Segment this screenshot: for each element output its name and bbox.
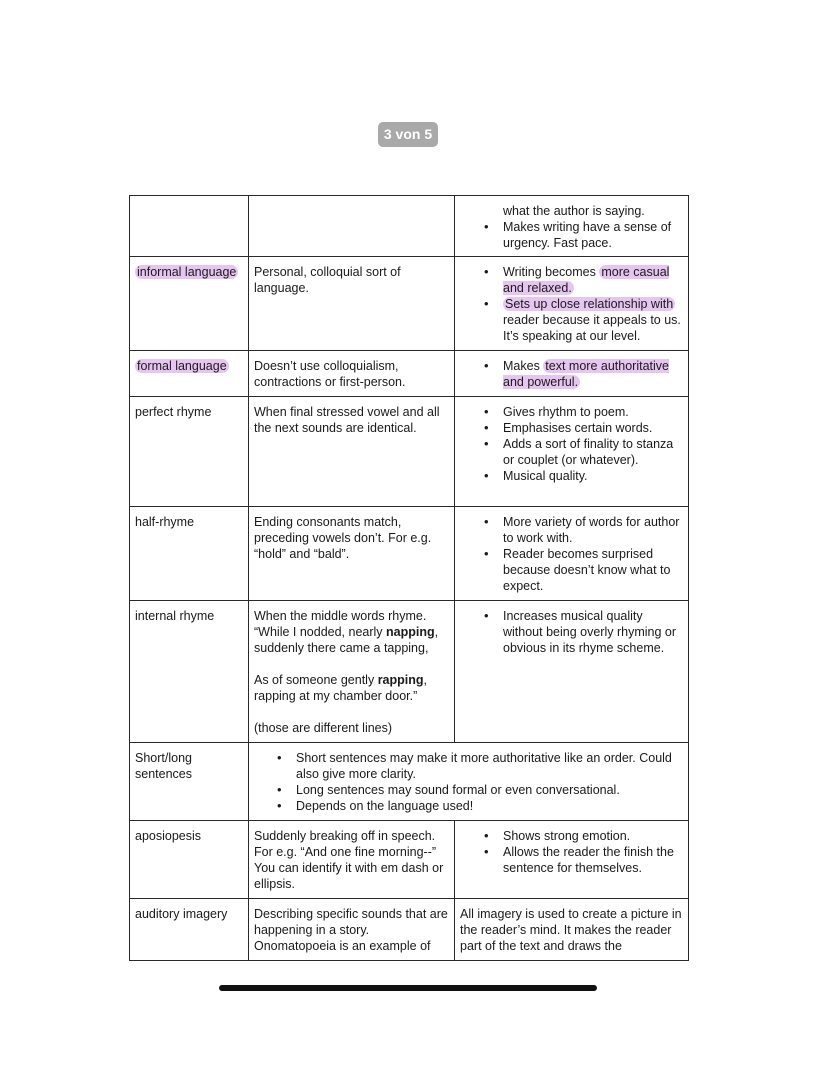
effects-cell — [455, 257, 689, 351]
list-item: • Increases musical quality without being overly rhyming or obvious in its rhyme scheme. — [460, 608, 683, 656]
list-item: • Reader becomes surprised because doesn’t know what to expect. — [460, 546, 683, 594]
term-cell: Short/long sentences — [130, 743, 249, 821]
list-item: • Gives rhythm to poem. — [460, 404, 683, 420]
list-item — [460, 358, 683, 390]
term-cell: internal rhyme — [130, 601, 249, 743]
highlighted-text: more casual and relaxed. — [503, 265, 670, 295]
term-cell: half-rhyme — [130, 507, 249, 601]
table-row — [130, 601, 689, 743]
effects-cell — [455, 397, 689, 507]
effects-cell — [249, 743, 689, 821]
table-row — [130, 899, 689, 961]
effects-list — [460, 203, 683, 219]
text-segment: Writing becomes — [503, 265, 600, 279]
table-row — [130, 397, 689, 507]
effects-list — [254, 750, 683, 814]
text-segment: As of someone gently — [254, 673, 378, 687]
list-item: • Makes writing have a sense of urgency. Fast pace. — [460, 219, 683, 251]
effects-cell — [455, 821, 689, 899]
term-cell — [130, 351, 249, 397]
term-cell — [130, 196, 249, 257]
list-item: • Long sentences may sound formal or even conversational. — [254, 782, 683, 798]
bold-word: napping — [386, 625, 435, 639]
effects-list — [460, 608, 683, 656]
list-item: • Allows the reader the finish the sentence for themselves. — [460, 844, 683, 876]
effects-cell — [455, 351, 689, 397]
text-segment: , rapping at my chamber door.” — [254, 673, 428, 703]
effects-cell — [455, 196, 689, 257]
effects-cell — [455, 601, 689, 743]
home-indicator-bar[interactable] — [219, 985, 597, 991]
highlighted-text: text more authoritative and powerful. — [503, 359, 669, 389]
text-segment: , suddenly there came a tapping, — [254, 625, 439, 655]
effects-list — [460, 219, 683, 251]
term-cell: perfect rhyme — [130, 397, 249, 507]
text-segment: reader because it appeals to us. It’s speaking at our level. — [503, 313, 681, 343]
definition-cell: Describing specific sounds that are happening in a story. Onomatopoeia is an example of — [249, 899, 455, 961]
definition-cell — [249, 196, 455, 257]
definition-cell: Personal, colloquial sort of language. — [249, 257, 455, 351]
list-item: what the author is saying. — [503, 204, 645, 218]
page-indicator-badge: 3 von 5 — [378, 122, 438, 147]
table-row — [130, 821, 689, 899]
text-segment: Makes — [503, 359, 544, 373]
bold-word: rapping — [377, 673, 424, 687]
definition-cell: Suddenly breaking off in speech. For e.g. “And one fine morning--” You can identify it with em dash or ellipsis. — [249, 821, 455, 899]
list-item: • Depends on the language used! — [254, 798, 683, 814]
list-item: • Shows strong emotion. — [460, 828, 683, 844]
definition-paragraph: (those are different lines) — [254, 721, 393, 735]
effects-list — [460, 404, 683, 484]
effects-cell — [455, 507, 689, 601]
highlighted-text: Sets up close relationship with — [505, 297, 674, 311]
definition-cell: Ending consonants match, preceding vowels don’t. For e.g. “hold” and “bald”. — [249, 507, 455, 601]
effects-cell: All imagery is used to create a picture in the reader’s mind. It makes the reader part of the text and draws the — [455, 899, 689, 961]
list-item: • Musical quality. — [460, 468, 683, 484]
definition-cell: Doesn’t use colloquialism, contractions or first-person. — [249, 351, 455, 397]
list-item: • Emphasises certain words. — [460, 420, 683, 436]
definition-cell — [249, 601, 455, 743]
list-item: • More variety of words for author to work with. — [460, 514, 683, 546]
list-item — [460, 296, 683, 344]
notes-table — [129, 195, 689, 961]
list-item — [460, 264, 683, 296]
table-row — [130, 507, 689, 601]
definition-cell: When final stressed vowel and all the next sounds are identical. — [249, 397, 455, 507]
term-cell: aposiopesis — [130, 821, 249, 899]
table-row — [130, 257, 689, 351]
effects-list — [460, 514, 683, 594]
list-item: • Adds a sort of finality to stanza or couplet (or whatever). — [460, 436, 683, 468]
effects-list — [460, 358, 683, 390]
effects-list — [460, 828, 683, 876]
effects-list — [460, 264, 683, 344]
text-segment: When the middle words rhyme. “While I nodded, nearly — [254, 609, 427, 639]
term-cell — [130, 257, 249, 351]
term-cell: auditory imagery — [130, 899, 249, 961]
table-row — [130, 351, 689, 397]
table-row — [130, 743, 689, 821]
definition-paragraph — [254, 608, 449, 656]
highlighted-term: formal language — [137, 359, 227, 373]
table-row — [130, 196, 689, 257]
list-item: • Short sentences may make it more authoritative like an order. Could also give more clarity. — [254, 750, 683, 782]
definition-paragraph — [254, 672, 449, 704]
highlighted-term: informal language — [137, 265, 237, 279]
